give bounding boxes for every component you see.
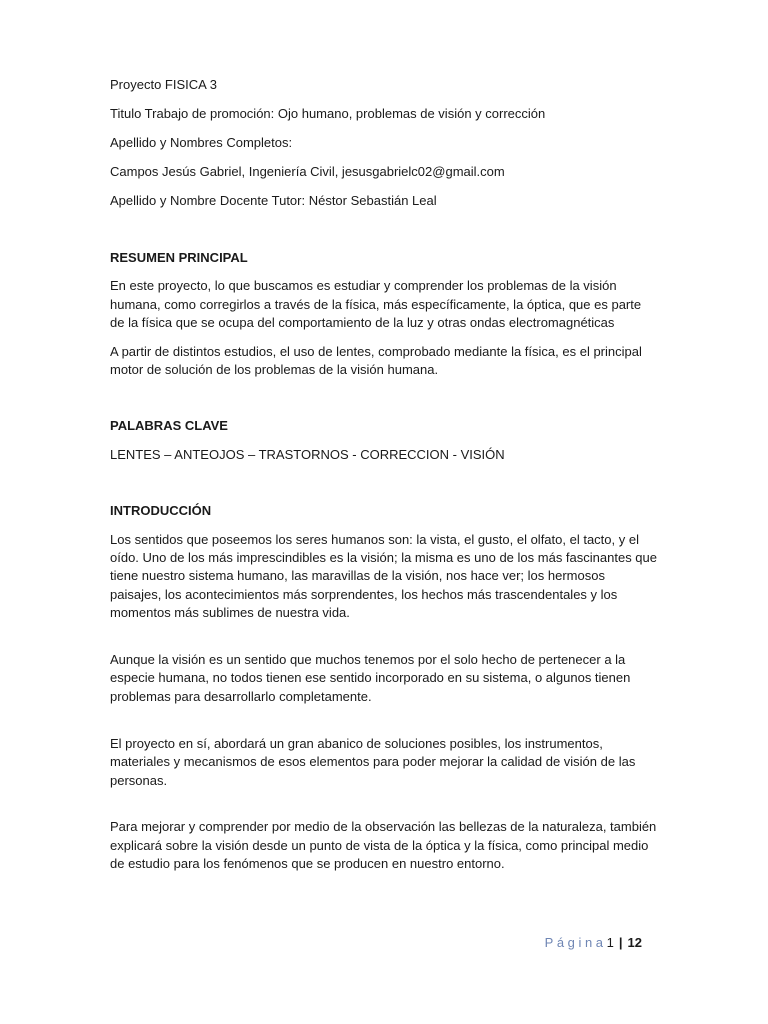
section-spacer bbox=[110, 474, 658, 502]
names-label: Apellido y Nombres Completos: bbox=[110, 135, 293, 150]
page-word: Página bbox=[544, 935, 607, 950]
introduction-paragraph-1: Los sentidos que poseemos los seres humanos son: la vista, el gusto, el olfato, el tacto, y el oído. Uno de los más imprescindibles es la visión; la misma es uno de los más fascinantes que tiene nuestro sistema humano, las maravillas de la visión, nos hace ver; los hermosos paisajes, los acontecimientos más sorprendentes, los hechos más trascendentales y los momentos más sublimes de nuestra vida. bbox=[110, 531, 657, 621]
page-number: 1 bbox=[606, 935, 614, 950]
total-pages: 12 bbox=[627, 935, 642, 950]
page-separator: | bbox=[618, 935, 623, 950]
resumen-heading: RESUMEN PRINCIPAL bbox=[110, 250, 248, 265]
introduction-paragraph-3: El proyecto en sí, abordará un gran abanico de soluciones posibles, los instrumentos, materiales y mecanismos de esos elementos para poder mejorar la calidad de visión de las personas. bbox=[110, 735, 636, 788]
keywords-heading: PALABRAS CLAVE bbox=[110, 418, 228, 434]
paragraph-spacer bbox=[110, 633, 658, 651]
introduction-paragraph-4: Para mejorar y comprender por medio de la observación las bellezas de la naturaleza, también explicará sobre la visión desde un punto de vista de la óptica y la física, como principal medio de estudio para los fenómenos que se producen en nuestro entorno. bbox=[110, 819, 657, 872]
author-line: Campos Jesús Gabriel, Ingeniería Civil, jesusgabrielc02@gmail.com bbox=[110, 164, 505, 179]
section-spacer bbox=[110, 389, 658, 417]
section-spacer bbox=[110, 221, 658, 249]
document-body bbox=[110, 76, 658, 884]
page-footer bbox=[545, 934, 642, 952]
introduction-paragraph-2: Aunque la visión es un sentido que muchos tenemos por el solo hecho de pertenecer a la especie humana, no todos tienen ese sentido incorporado en su sistema, o algunos tienen problemas para desarrollarlo completamente. bbox=[110, 652, 631, 704]
keywords-text: LENTES – ANTEOJOS – TRASTORNOS - CORRECCION - VISIÓN bbox=[110, 446, 505, 462]
introduction-heading: INTRODUCCIÓN bbox=[110, 503, 212, 519]
resumen-paragraph-2: A partir de distintos estudios, el uso de lentes, comprobado mediante la física, es el principal motor de solución de los problemas de la visión humana. bbox=[110, 343, 642, 378]
resumen-paragraph-1: En este proyecto, lo que buscamos es estudiar y comprender los problemas de la visión humana, como corregirlos a través de la física, más específicamente, la óptica, que es parte de la física que se ocupa del comportamiento de la luz y otras ondas electromagnéticas bbox=[110, 278, 642, 331]
project-name: Proyecto FISICA 3 bbox=[110, 77, 217, 92]
tutor-line: Apellido y Nombre Docente Tutor: Néstor Sebastián Leal bbox=[110, 193, 437, 208]
work-title: Titulo Trabajo de promoción: Ojo humano, problemas de visión y corrección bbox=[110, 106, 546, 121]
paragraph-spacer bbox=[110, 800, 658, 818]
paragraph-spacer bbox=[110, 716, 658, 734]
